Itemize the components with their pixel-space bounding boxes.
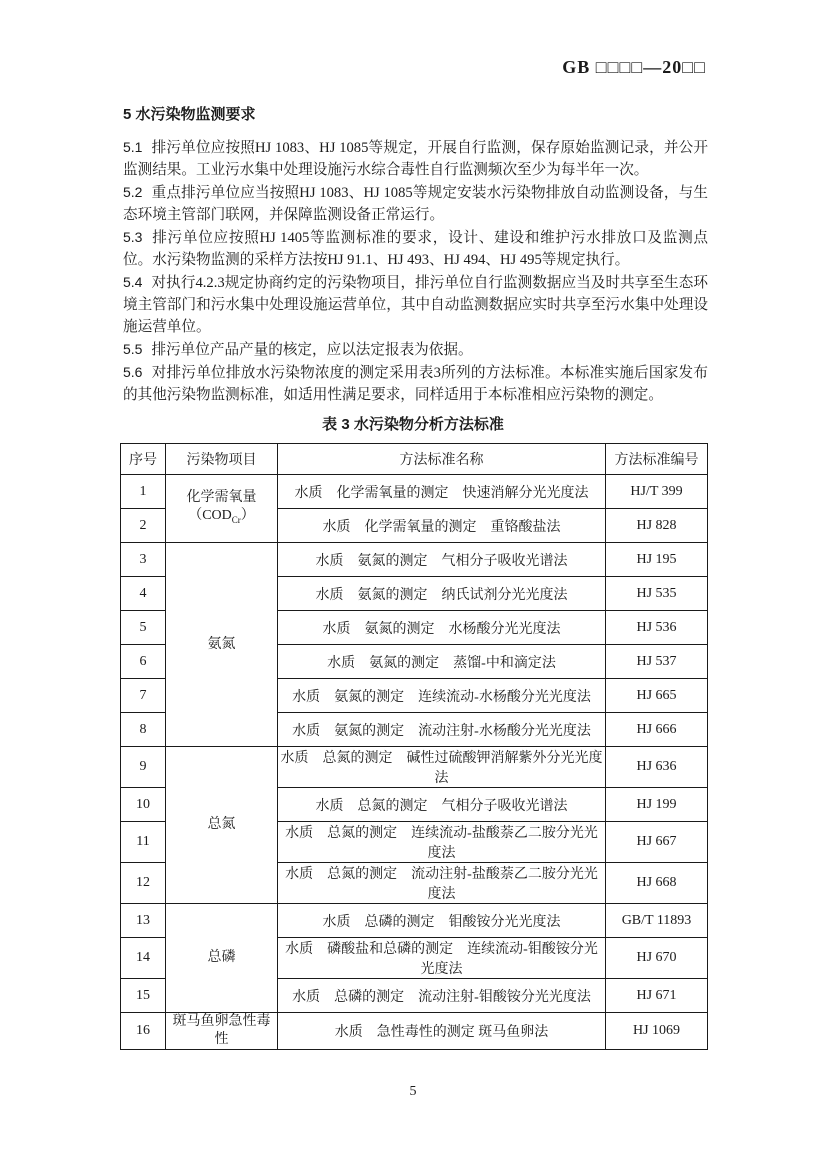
clause-5-2: [123, 181, 708, 226]
formula-prefix: （COD: [188, 507, 232, 523]
method-name: 水质 磷酸盐和总磷的测定 连续流动-钼酸铵分光光度法: [278, 938, 606, 979]
clause-number: 5.5: [123, 341, 143, 357]
pollutant-cell-zebrafish: 斑马鱼卵急性毒性: [166, 1013, 278, 1050]
method-name: 水质 氨氮的测定 连续流动-水杨酸分光光度法: [278, 679, 606, 713]
row-no: 10: [121, 788, 166, 822]
row-no: 11: [121, 822, 166, 863]
standard-code: HJ 668: [606, 863, 708, 904]
method-name: 水质 急性毒性的测定 斑马鱼卵法: [278, 1013, 606, 1050]
row-no: 7: [121, 679, 166, 713]
page-number: 5: [409, 1084, 417, 1099]
method-name: 水质 总氮的测定 碱性过硫酸钾消解紫外分光光度法: [278, 747, 606, 788]
standard-code: HJ 636: [606, 747, 708, 788]
row-no: 14: [121, 938, 166, 979]
standard-code: HJ 671: [606, 979, 708, 1013]
clause-5-6: [123, 361, 708, 406]
clause-number: 5.3: [123, 229, 143, 245]
table-header-row: [121, 444, 708, 475]
method-name: 水质 氨氮的测定 蒸馏-中和滴定法: [278, 645, 606, 679]
formula-subscript: Cr: [231, 514, 241, 525]
method-name: 水质 总磷的测定 流动注射-钼酸铵分光光度法: [278, 979, 606, 1013]
clause-text: 对执行4.2.3规定协商约定的污染物项目，排污单位自行监测数据应当及时共享至生态环境主管部门和污水集中处理设施运营单位，其中自动监测数据应实时共享至污水集中处理设施运营单位。: [123, 275, 708, 335]
row-no: 16: [121, 1013, 166, 1050]
header-method-name: 方法标准名称: [278, 444, 606, 475]
row-no: 5: [121, 611, 166, 645]
table-row: [121, 475, 708, 509]
clause-number: 5.2: [123, 184, 143, 200]
row-no: 6: [121, 645, 166, 679]
standard-code: HJ 1069: [606, 1013, 708, 1050]
table-row: [121, 543, 708, 577]
standard-code: HJ 536: [606, 611, 708, 645]
row-no: 1: [121, 475, 166, 509]
clause-number: 5.4: [123, 274, 143, 290]
standard-code: HJ 537: [606, 645, 708, 679]
pollutant-formula: [168, 507, 275, 529]
clause-number: 5.6: [123, 364, 143, 380]
standard-code: HJ 665: [606, 679, 708, 713]
method-name: 水质 总氮的测定 连续流动-盐酸萘乙二胺分光光度法: [278, 822, 606, 863]
standard-number-header: GB □□□□—20□□: [562, 57, 706, 77]
method-name: 水质 氨氮的测定 气相分子吸收光谱法: [278, 543, 606, 577]
method-name: 水质 氨氮的测定 纳氏试剂分光光度法: [278, 577, 606, 611]
standard-code: HJ 667: [606, 822, 708, 863]
pollutant-cell-ammonia: 氨氮: [166, 543, 278, 747]
method-name: 水质 总磷的测定 钼酸铵分光光度法: [278, 904, 606, 938]
pollutant-cell-cod: [166, 475, 278, 543]
clause-5-1: [123, 136, 708, 181]
clause-list: [123, 136, 708, 406]
row-no: 12: [121, 863, 166, 904]
pollutant-cell-total-phosphorus: 总磷: [166, 904, 278, 1013]
clause-text: 排污单位应按照HJ 1083、HJ 1085等规定，开展自行监测，保存原始监测记录，并公开监测结果。工业污水集中处理设施污水综合毒性自行监测频次至少为每半年一次。: [123, 140, 708, 178]
section-heading: 5 水污染物监测要求: [123, 106, 256, 123]
standard-code: HJ 199: [606, 788, 708, 822]
method-name: 水质 氨氮的测定 水杨酸分光光度法: [278, 611, 606, 645]
table-row: [121, 1013, 708, 1050]
header-standard-code: 方法标准编号: [606, 444, 708, 475]
clause-text: 排污单位应按照HJ 1405等监测标准的要求，设计、建设和维护污水排放口及监测点位。水污染物监测的采样方法按HJ 91.1、HJ 493、HJ 494、HJ 495等规定执行。: [123, 230, 708, 268]
standard-code: HJ 195: [606, 543, 708, 577]
method-name: 水质 化学需氧量的测定 快速消解分光光度法: [278, 475, 606, 509]
standard-code: HJ 670: [606, 938, 708, 979]
standard-code: HJ 535: [606, 577, 708, 611]
standard-code: HJ/T 399: [606, 475, 708, 509]
clause-5-4: [123, 271, 708, 338]
method-name: 水质 化学需氧量的测定 重铬酸盐法: [278, 509, 606, 543]
row-no: 13: [121, 904, 166, 938]
methods-table: [120, 443, 708, 1050]
row-no: 4: [121, 577, 166, 611]
header-pollutant: 污染物项目: [166, 444, 278, 475]
header-seq: 序号: [121, 444, 166, 475]
table-row: [121, 747, 708, 788]
clause-text: 重点排污单位应当按照HJ 1083、HJ 1085等规定安装水污染物排放自动监测设备，与生态环境主管部门联网，并保障监测设备正常运行。: [123, 185, 708, 223]
row-no: 3: [121, 543, 166, 577]
standard-code: HJ 828: [606, 509, 708, 543]
method-name: 水质 氨氮的测定 流动注射-水杨酸分光光度法: [278, 713, 606, 747]
standard-code: HJ 666: [606, 713, 708, 747]
method-name: 水质 总氮的测定 流动注射-盐酸萘乙二胺分光光度法: [278, 863, 606, 904]
pollutant-cell-total-nitrogen: 总氮: [166, 747, 278, 904]
row-no: 15: [121, 979, 166, 1013]
row-no: 8: [121, 713, 166, 747]
row-no: 2: [121, 509, 166, 543]
table-row: [121, 904, 708, 938]
standard-code: GB/T 11893: [606, 904, 708, 938]
pollutant-name: 化学需氧量: [186, 489, 257, 505]
formula-suffix: ）: [240, 507, 255, 523]
clause-5-3: [123, 226, 708, 271]
row-no: 9: [121, 747, 166, 788]
table-title: 表 3 水污染物分析方法标准: [322, 416, 504, 433]
clause-text: 对排污单位排放水污染物浓度的测定采用表3所列的方法标准。本标准实施后国家发布的其他污染物监测标准，如适用性满足要求，同样适用于本标准相应污染物的测定。: [123, 365, 708, 403]
method-name: 水质 总氮的测定 气相分子吸收光谱法: [278, 788, 606, 822]
clause-number: 5.1: [123, 139, 143, 155]
clause-5-5: [123, 338, 708, 361]
clause-text: 排污单位产品产量的核定，应以法定报表为依据。: [151, 342, 473, 358]
